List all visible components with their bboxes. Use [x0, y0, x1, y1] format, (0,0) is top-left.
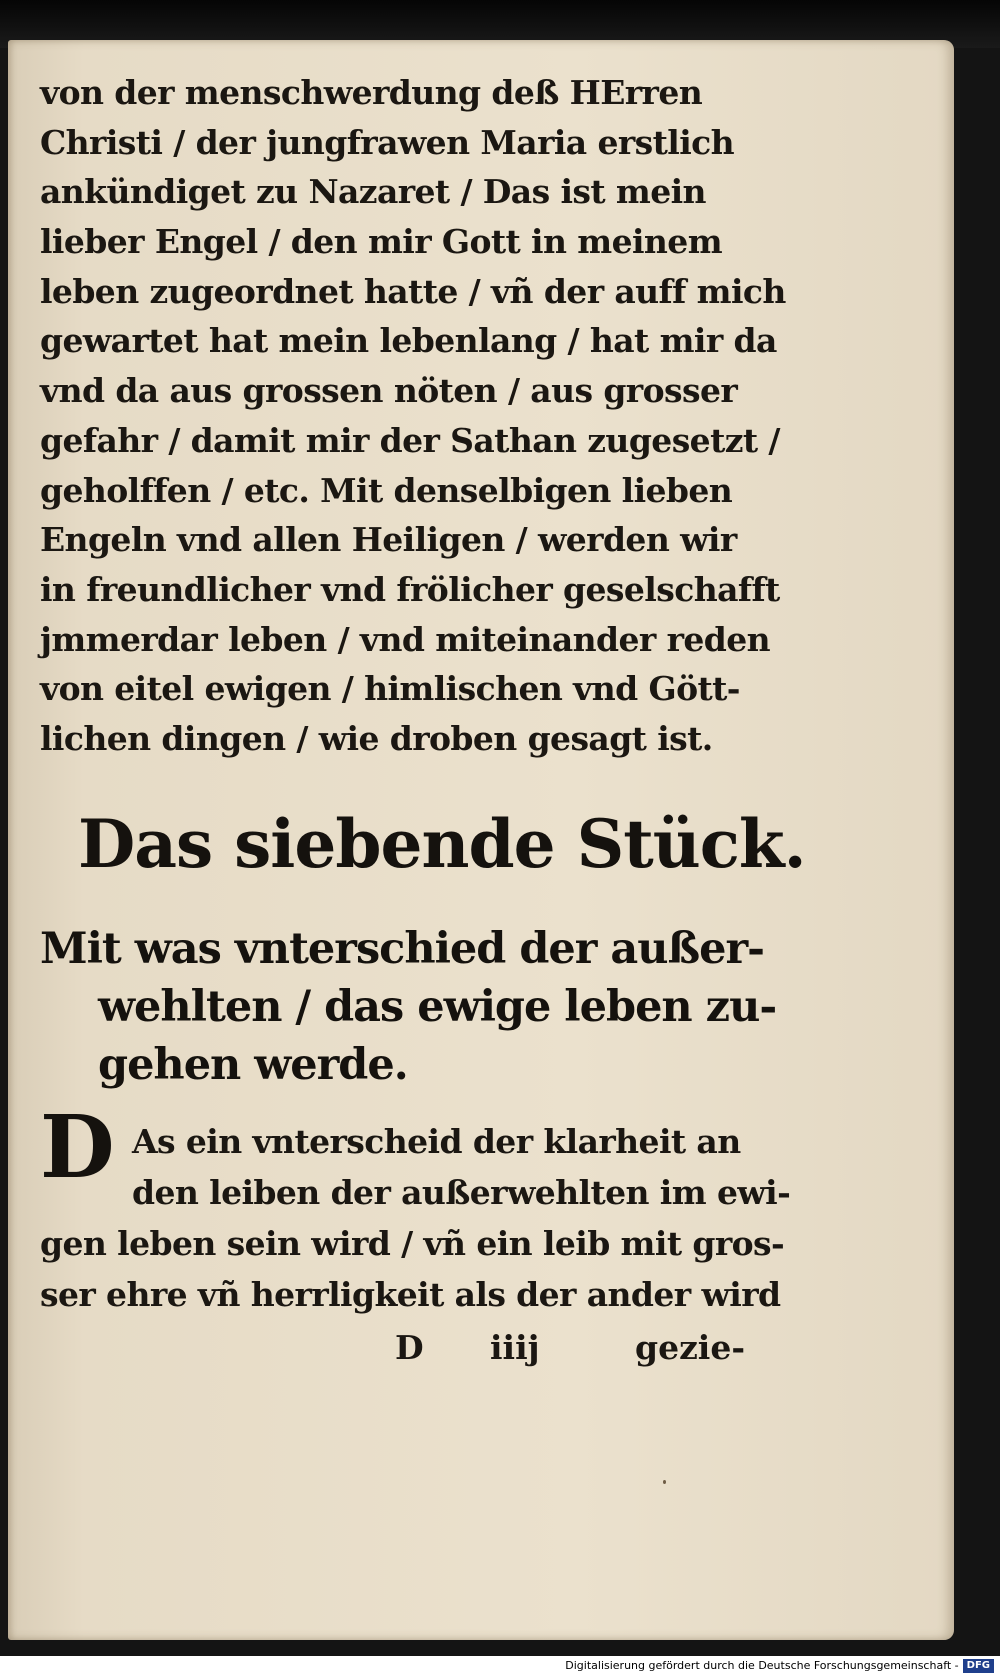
text-line: As ein vnterscheid der klarheit an [132, 1122, 741, 1161]
text-line: lichen dingen / wie droben gesagt ist. [40, 718, 713, 758]
subheading-line: wehlten / das ewige leben zu- [98, 982, 777, 1032]
text-line: in freundlicher vnd frölicher geselschafft [40, 569, 780, 609]
text-line: lieber Engel / den mir Gott in meinem [40, 222, 723, 262]
signature-number: iiij [490, 1328, 540, 1367]
text-line: gewartet hat mein lebenlang / hat mir da [40, 321, 777, 361]
signature-mark: D [395, 1328, 424, 1367]
page-footer-line [40, 1328, 746, 1378]
drop-cap: D [40, 1097, 115, 1198]
text-line: den leiben der außerwehlten im ewi- [132, 1173, 791, 1212]
text-line: Christi / der jungfrawen Maria erstlich [40, 122, 735, 162]
text-line: von eitel ewigen / himlischen vnd Gött- [40, 669, 740, 709]
text-line: ser ehre vñ herrligkeit als der ander wird [40, 1275, 781, 1314]
subheading-line: Mit was vnterschied der außer- [40, 924, 765, 974]
catchword: gezie- [635, 1328, 746, 1367]
chapter-subheading [40, 920, 777, 1094]
subheading-line: gehen werde. [98, 1040, 408, 1090]
dfg-logo: DFG [963, 1659, 994, 1673]
text-line: gefahr / damit mir der Sathan zugesetzt / [40, 420, 780, 460]
text-line: von der menschwerdung deß HErren [40, 73, 703, 112]
digitization-footer [0, 1656, 1000, 1676]
text-line: Engeln vnd allen Heiligen / werden wir [40, 520, 737, 560]
paragraph [40, 1116, 791, 1320]
footer-text: Digitalisierung gefördert durch die Deutsche Forschungsgemeinschaft - [565, 1659, 959, 1672]
text-line: ankündiget zu Nazaret / Das ist mein [40, 172, 706, 212]
text-line: geholffen / etc. Mit denselbigen lieben [40, 470, 733, 510]
chapter-heading: Das siebende Stück. [78, 805, 806, 883]
body-text [40, 68, 786, 764]
text-line: gen leben sein wird / vñ ein leib mit gros- [40, 1224, 785, 1263]
text-line: leben zugeordnet hatte / vñ der auff mich [40, 271, 786, 311]
paper-speck [663, 1480, 666, 1484]
text-line: vnd da aus grossen nöten / aus grosser [40, 371, 738, 411]
text-line: jmmerdar leben / vnd miteinander reden [40, 619, 771, 659]
